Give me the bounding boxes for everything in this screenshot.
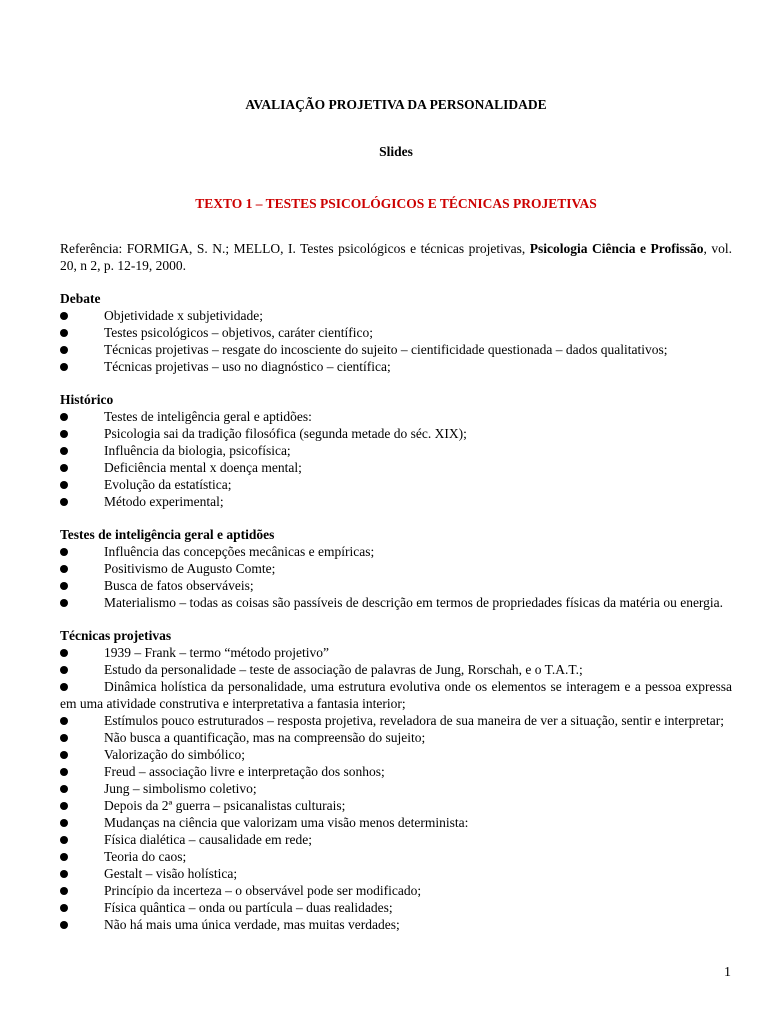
bullet-icon [60, 481, 68, 489]
list-item [60, 712, 732, 729]
reference-journal: Psicologia Ciência e Profissão [529, 241, 704, 256]
list-item [60, 729, 732, 746]
reference-prefix: Referência: FORMIGA, S. N.; MELLO, I. Testes psicológicos e técnicas projetivas, [60, 241, 530, 256]
section-title: Técnicas projetivas [60, 628, 172, 643]
list-item [60, 882, 732, 899]
list-item [60, 358, 732, 375]
list-item-text: Materialismo – todas as coisas são passíveis de descrição em termos de propriedades físicas da matéria ou energia. [104, 595, 724, 610]
list-item-text: Positivismo de Augusto Comte; [104, 561, 276, 576]
list-item-text: Não busca a quantificação, mas na compreensão do sujeito; [104, 730, 426, 745]
bullet-icon [60, 870, 68, 878]
list-item [60, 865, 732, 882]
list-item [60, 594, 732, 611]
list-item-text: Evolução da estatística; [104, 477, 232, 492]
bullet-icon [60, 346, 68, 354]
reference-suffix: , vol. 20, n 2, p. 12-19, 2000. [60, 241, 732, 273]
list-item-text: Testes psicológicos – objetivos, caráter científico; [104, 325, 373, 340]
bullet-list [60, 644, 732, 933]
bullet-icon [60, 836, 68, 844]
bullet-icon [60, 599, 68, 607]
list-item [60, 763, 732, 780]
list-item-text: Dinâmica holística da personalidade, uma estrutura evolutiva onde os elementos se interagem e a pessoa expressa em uma atividade construtiva e interpretativa a fantasia interior; [60, 679, 732, 711]
list-item-text: Gestalt – visão holística; [104, 866, 238, 881]
list-item [60, 408, 732, 425]
list-item-text: Física quântica – onda ou partícula – duas realidades; [104, 900, 393, 915]
bullet-icon [60, 329, 68, 337]
list-item [60, 831, 732, 848]
list-item-text: Estímulos pouco estruturados – resposta projetiva, reveladora de sua maneira de ver a situação, sentir e interpretar; [104, 713, 725, 728]
bullet-icon [60, 683, 68, 691]
list-item-text: Teoria do caos; [104, 849, 187, 864]
reference-paragraph [60, 240, 732, 274]
list-item-text: 1939 – Frank – termo “método projetivo” [104, 645, 329, 660]
document-page [60, 96, 732, 933]
list-item [60, 324, 732, 341]
document-subtitle: Slides [379, 144, 413, 159]
list-item-text: Testes de inteligência geral e aptidões: [104, 409, 312, 424]
bullet-icon [60, 921, 68, 929]
list-item-text: Jung – simbolismo coletivo; [104, 781, 257, 796]
list-item-text: Método experimental; [104, 494, 224, 509]
bullet-icon [60, 785, 68, 793]
list-item [60, 577, 732, 594]
bullet-icon [60, 734, 68, 742]
bullet-icon [60, 312, 68, 320]
list-item-text: Freud – associação livre e interpretação dos sonhos; [104, 764, 385, 779]
section-title: Histórico [60, 392, 114, 407]
list-item [60, 678, 732, 712]
list-item-text: Técnicas projetivas – resgate do incosciente do sujeito – cientificidade questionada – dados qualitativos; [104, 342, 668, 357]
list-item [60, 341, 732, 358]
bullet-list [60, 307, 732, 375]
section-tecnicas [60, 627, 732, 933]
list-item [60, 307, 732, 324]
list-item-text: Física dialética – causalidade em rede; [104, 832, 313, 847]
list-item [60, 459, 732, 476]
section-testes [60, 526, 732, 611]
bullet-icon [60, 666, 68, 674]
bullet-icon [60, 565, 68, 573]
list-item-text: Deficiência mental x doença mental; [104, 460, 302, 475]
list-item-text: Objetividade x subjetividade; [104, 308, 263, 323]
section-debate [60, 290, 732, 375]
bullet-icon [60, 853, 68, 861]
list-item-text: Influência da biologia, psicofísica; [104, 443, 291, 458]
section-title: Debate [60, 291, 101, 306]
bullet-icon [60, 768, 68, 776]
list-item-text: Valorização do simbólico; [104, 747, 245, 762]
list-item-text: Influência das concepções mecânicas e empíricas; [104, 544, 375, 559]
list-item [60, 916, 732, 933]
bullet-icon [60, 887, 68, 895]
section-historico [60, 391, 732, 510]
bullet-icon [60, 819, 68, 827]
bullet-list [60, 543, 732, 611]
list-item [60, 814, 732, 831]
list-item [60, 899, 732, 916]
list-item-text: Técnicas projetivas – uso no diagnóstico – científica; [104, 359, 391, 374]
bullet-icon [60, 751, 68, 759]
list-item-text: Busca de fatos observáveis; [104, 578, 254, 593]
list-item [60, 442, 732, 459]
bullet-icon [60, 413, 68, 421]
list-item-text: Depois da 2ª guerra – psicanalistas culturais; [104, 798, 346, 813]
list-item [60, 425, 732, 442]
list-item [60, 661, 732, 678]
list-item-text: Princípio da incerteza – o observável pode ser modificado; [104, 883, 422, 898]
bullet-icon [60, 802, 68, 810]
section-title: Testes de inteligência geral e aptidões [60, 527, 275, 542]
bullet-icon [60, 363, 68, 371]
bullet-list [60, 408, 732, 510]
list-item-text: Psicologia sai da tradição filosófica (segunda metade do séc. XIX); [104, 426, 467, 441]
bullet-icon [60, 430, 68, 438]
list-item [60, 493, 732, 510]
bullet-icon [60, 447, 68, 455]
bullet-icon [60, 548, 68, 556]
list-item [60, 644, 732, 661]
page-number: 1 [724, 965, 731, 980]
document-title: AVALIAÇÃO PROJETIVA DA PERSONALIDADE [245, 97, 547, 112]
list-item [60, 476, 732, 493]
list-item [60, 780, 732, 797]
list-item-text: Não há mais uma única verdade, mas muitas verdades; [104, 917, 400, 932]
bullet-icon [60, 904, 68, 912]
list-item [60, 848, 732, 865]
bullet-icon [60, 464, 68, 472]
list-item [60, 746, 732, 763]
bullet-icon [60, 649, 68, 657]
bullet-icon [60, 498, 68, 506]
list-item [60, 543, 732, 560]
list-item [60, 560, 732, 577]
text-title: TEXTO 1 – TESTES PSICOLÓGICOS E TÉCNICAS PROJETIVAS [195, 196, 597, 211]
list-item [60, 797, 732, 814]
list-item-text: Mudanças na ciência que valorizam uma visão menos determinista: [104, 815, 469, 830]
bullet-icon [60, 717, 68, 725]
list-item-text: Estudo da personalidade – teste de associação de palavras de Jung, Rorschah, e o T.A.T.; [104, 662, 583, 677]
bullet-icon [60, 582, 68, 590]
